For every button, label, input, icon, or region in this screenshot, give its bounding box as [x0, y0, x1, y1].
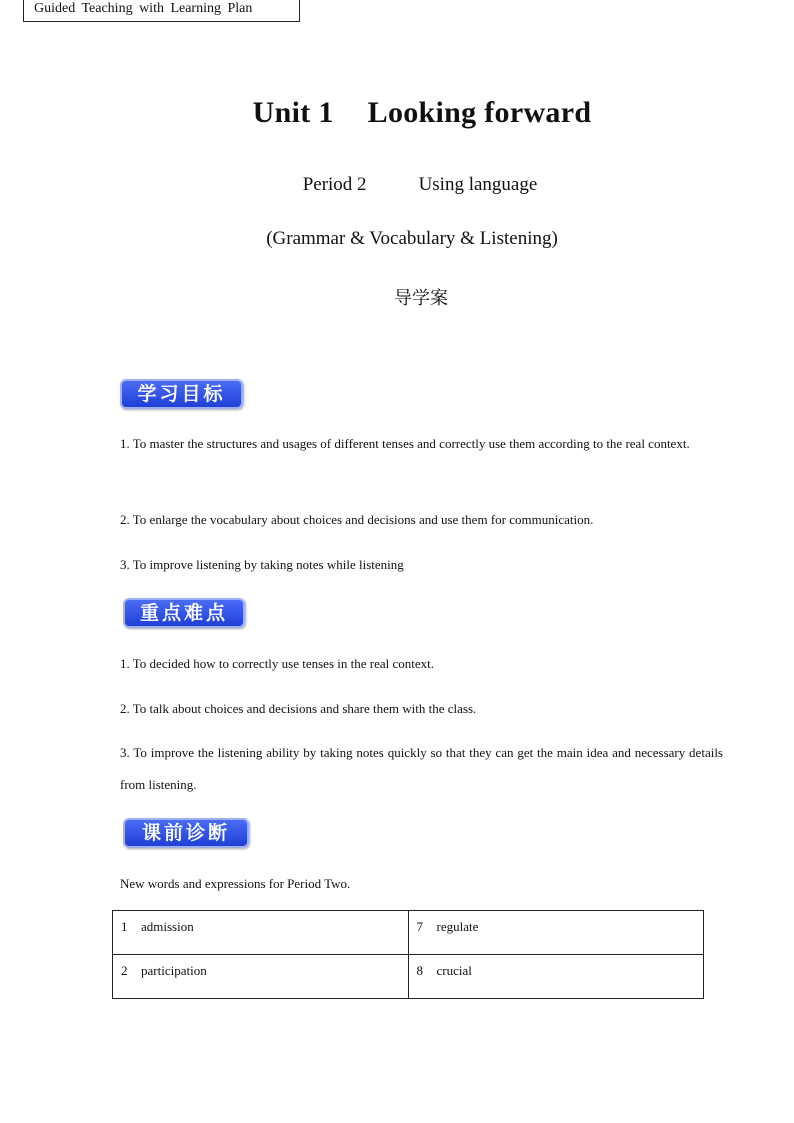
objective-item-1: 1. To master the structures and usages of different tenses and correctly use them according to the real context. [120, 436, 690, 451]
vocab-num: 1 [121, 919, 128, 934]
vocab-table [112, 910, 704, 999]
table-row [113, 955, 704, 999]
key-point-item-3: 3. To improve the listening ability by taking notes quickly so that they can get the main idea and necessary details from listening. [120, 745, 723, 792]
vocab-word: crucial [436, 963, 472, 978]
vocab-num: 8 [416, 963, 423, 978]
objective-item-2: 2. To enlarge the vocabulary about choices and decisions and use them for communication. [120, 512, 594, 527]
vocab-cell [113, 955, 409, 999]
key-point-item-2: 2. To talk about choices and decisions and share them with the class. [120, 701, 477, 716]
vocab-intro: New words and expressions for Period Two. [120, 876, 351, 891]
period-topic: Using language [418, 174, 538, 195]
vocab-num: 7 [416, 919, 423, 934]
vocab-cell [408, 955, 704, 999]
page-title [0, 96, 794, 130]
header-label: Guided Teaching with Learning Plan [23, 0, 300, 22]
pre-class-badge: 课前诊断 [123, 818, 249, 848]
doc-type: 导学案 [394, 288, 448, 309]
vocab-num: 2 [121, 963, 128, 978]
vocab-word: admission [141, 919, 194, 934]
unit-number: Unit 1 [252, 96, 334, 129]
unit-name: Looking forward [367, 96, 592, 129]
subtitle: (Grammar & Vocabulary & Listening) [266, 228, 558, 249]
objectives-badge: 学习目标 [120, 379, 243, 409]
key-points-badge: 重点难点 [123, 598, 245, 628]
objective-item-3: 3. To improve listening by taking notes while listening [120, 557, 404, 572]
vocab-cell [113, 911, 409, 955]
period-label: Period 2 [302, 174, 367, 195]
vocab-word: participation [141, 963, 207, 978]
table-row [113, 911, 704, 955]
key-point-item-1: 1. To decided how to correctly use tenses in the real context. [120, 656, 434, 671]
vocab-cell [408, 911, 704, 955]
period-line [0, 174, 794, 196]
vocab-word: regulate [436, 919, 479, 934]
